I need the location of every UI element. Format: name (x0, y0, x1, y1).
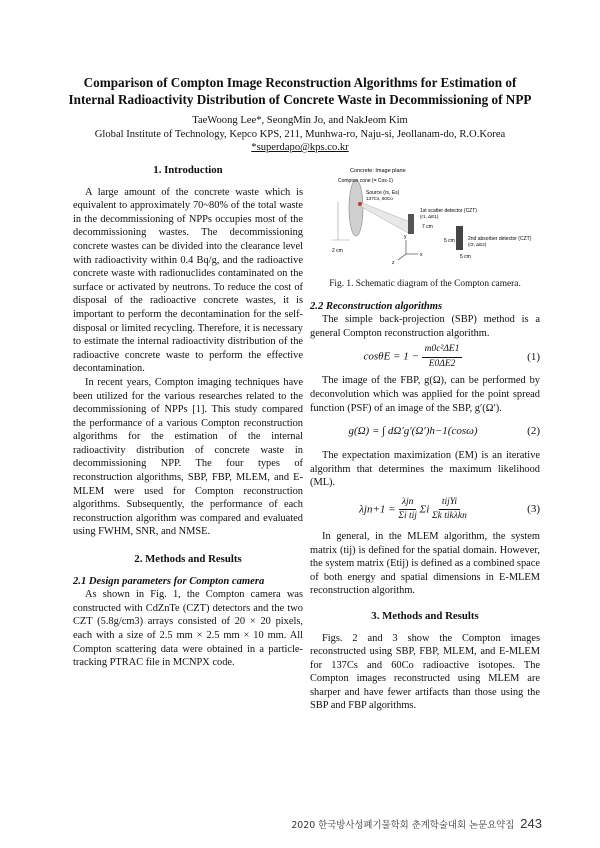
eq1-lhs: cosθE = 1 − (363, 350, 422, 363)
eq2-body: g(Ω) = ∫ dΩ′g′(Ω′)h−1(cosω) (348, 425, 478, 438)
fig-absorber-label: 2nd absorber detector (CZT) (468, 236, 532, 242)
page-number: 243 (520, 816, 542, 831)
fig-absorber-sub: (r2, ΔE2) (468, 242, 487, 247)
image-plane-shape (349, 180, 363, 236)
eq3-fraction-2 (432, 496, 467, 524)
equation-3 (310, 490, 540, 530)
eq3-numerator-1: λjn (399, 496, 417, 511)
figure-1 (310, 162, 540, 274)
footer-journal: 2020 한국방사성폐기물학회 춘계학술대회 논문요약집 (291, 820, 515, 831)
eq3-number: (3) (527, 503, 540, 516)
section-2-1-paragraph: As shown in Fig. 1, the Compton camera was constructed with CdZnTe (CZT) detectors and the two CZT (5.8g/cm3) arrays consisted of 20 × 20 pixels, each with a size of 2.5 mm × 2.5 mm × 10 mm. All Compton scattering data were obtained in a particle-tracking PTRAC file in MCNPX code. (73, 589, 303, 669)
eq1-numerator: m0c²ΔE1 (422, 343, 463, 358)
title-line-1: Comparison of Compton Image Reconstruction Algorithms for Estimation of (83, 75, 517, 90)
section-3-heading: 3. Methods and Results (371, 609, 479, 622)
section-2-2-heading: 2.2 Reconstruction algorithms (310, 300, 443, 312)
fig-2cm: 2 cm (332, 248, 343, 254)
fig-axis-y: y (404, 234, 407, 240)
section-2-heading: 2. Methods and Results (134, 553, 242, 566)
fig-axis-x: x (420, 252, 423, 258)
figure-1-caption: Fig. 1. Schematic diagram of the Compton camera. (329, 279, 521, 289)
affiliation: Global Institute of Technology, Kepco KPS, 211, Munhwa-ro, Naju-si, Jeollanam-do, R.O.Korea (94, 128, 506, 140)
left-column (73, 160, 303, 670)
fig-5cm-a: 5 cm (444, 238, 455, 244)
equation-2 (310, 415, 540, 449)
compton-cone-shape (360, 202, 410, 234)
right-column (310, 160, 540, 713)
eq3-fraction-1 (398, 496, 417, 524)
fig-plane-label: Concrete: Image plane (350, 168, 406, 174)
intro-paragraph-2: In recent years, Compton imaging techniques have been utilized for the various researches related to the decommissioning of NPPs [1]. This study compared the performance of a various Compton reconstruction algorithms for the estimation of the internal radioactivity distribution of concrete waste in decommissioning NPP. The four types of reconstruction algorithms, SBP, FBP, MLEM, and E-MLEM were used for Compton reconstruction algorithms. Subsequently, the performance of each reconstruction algorithm was compared and evaluated using FWHM, SNR, and NMSE. (73, 376, 303, 538)
section-2-2-paragraph-2: The image of the FBP, g(Ω), can be performed by deconvolution which was applied for the point spread function (PSF) of an image of the SBP, g′(Ω′). (310, 375, 540, 414)
eq3-numerator-2: tijYi (439, 496, 460, 511)
section-2-2-paragraph-3: The expectation maximization (EM) is an iterative algorithm that determines the maximum likelihood (ML). (310, 450, 540, 489)
fig-scatter-sub: (r1, ΔE1) (420, 214, 439, 219)
equation-1 (310, 340, 540, 374)
section-3-paragraph: Figs. 2 and 3 show the Compton images reconstructed using SBP, FBP, MLEM, and E-MLEM for 137Cs and 60Co radioactive isotopes. The Compton images reconstructed using MLEM are sharper and have fewer artifacts than those using the SBP and FBP algorithms. (310, 632, 540, 712)
page-footer (291, 816, 542, 831)
fig-scatter-label: 1st scatter detector (CZT) (420, 208, 477, 214)
author-names: TaeWoong Lee*, SeongMin Jo, and NakJeom Kim (192, 115, 408, 126)
source-point (358, 202, 362, 206)
compton-camera-diagram (310, 162, 540, 274)
fig-5cm-b: 5 cm (460, 254, 471, 260)
fig-cone-label: Compton cone (= Cos-1) (338, 178, 393, 184)
paper-title (40, 74, 560, 108)
eq3-lhs: λjn+1 = (359, 503, 399, 516)
section-1-heading: 1. Introduction (153, 164, 223, 176)
eq1-fraction (422, 343, 463, 371)
eq1-number: (1) (527, 350, 540, 363)
scatter-detector-shape (408, 214, 414, 234)
eq1-denominator: E0ΔE2 (428, 358, 456, 369)
fig-7cm: 7 cm (422, 224, 433, 230)
axis-z-line (398, 254, 406, 260)
fig-source-label: Source (rs, Es) (366, 190, 400, 196)
section-2-2-paragraph-1: The simple back-projection (SBP) method is a general Compton reconstruction algorithm. (310, 314, 540, 339)
fig-axis-z: z (392, 260, 395, 266)
eq3-sum: Σi (419, 503, 430, 516)
eq3-denominator-1: Σi tij (398, 511, 417, 522)
absorber-detector-shape (456, 226, 463, 250)
eq3-denominator-2: Σk tikλkn (432, 511, 467, 522)
author-email[interactable]: *superdapo@kps.co.kr (251, 142, 349, 153)
fig-source-sub: 137Cs, 60Co (366, 196, 393, 201)
author-block (40, 114, 560, 155)
section-2-2-paragraph-4: In general, in the MLEM algorithm, the system matrix (tij) is defined for the spatial domain. However, the system matrix (Etij) is defined as a combined space of both energy and spatial dimensions in E-MLEM reconstruction algorithm. (310, 530, 540, 597)
section-2-1-heading: 2.1 Design parameters for Compton camera (73, 575, 265, 587)
title-line-2: Internal Radioactivity Distribution of Concrete Waste in Decommissioning of NPP (68, 92, 532, 107)
eq2-number: (2) (527, 425, 540, 438)
intro-paragraph-1: A large amount of the concrete waste which is equivalent to approximately 70~80% of the total waste in the decommissioning of NPPs occupies most of the decommissioning wastes. The decommissioning concrete wastes can be divided into the clearance level with radioactivity within 0.4 Bq/g, and the radioactive concrete waste with radionuclides contaminated on the surface or activated by neutrons. To reduce the cost of disposal of the radioactive concrete wastes, it is important to perform the decontamination for the self-disposal or limited recycling. Therefore, it is necessary to estimate the internal radioactivity distribution of the radioactive concrete waste to perform the effective decontamination. (73, 186, 303, 375)
